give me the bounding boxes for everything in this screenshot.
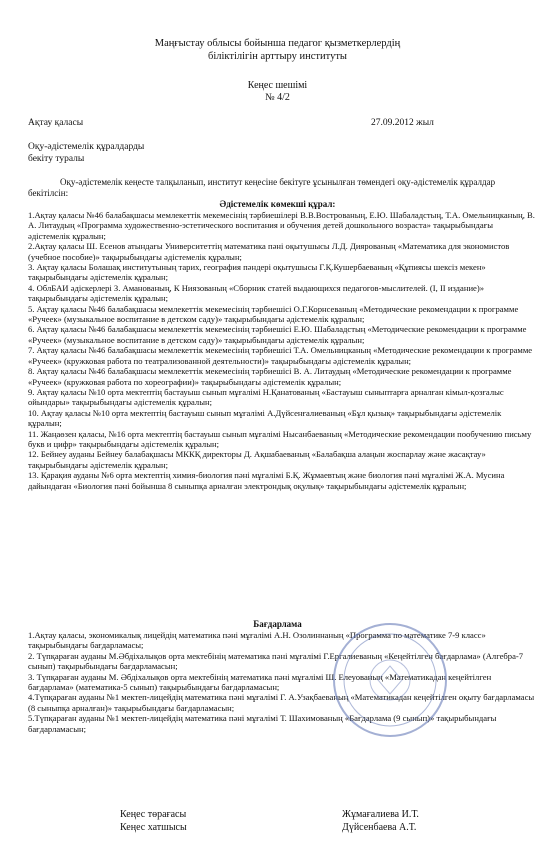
list-item: 1.Ақтау қаласы №46 балабақшасы мемлекеттік мекемесінің тәрбиешілері В.В.Вострованың, Е.Ю. Шабаладстың, Т.А. Омельницканың, В. А. Литаудың «Программа художественно-эстетического воспитания и обучения детей дошкольного возраста» тақырыбындағы әдістемелік құралын; [28, 210, 535, 241]
institution-header [0, 37, 555, 63]
list-item: 2. Түпқараған ауданы М.Әбдіхалықов орта мектебінің математика пәні мұғалімі Г.Ергалиеваның «Кеңейтілген бағдарлама» (Алгебра-7 сынып) тақырыбындағы бағдарламасын; [28, 650, 524, 672]
list-item: 4. ОблБАИ әдіскерлері З. Аманованың, К Ниязованың «Сборник статей выдающихся педагогов-мыслителей. (I, II издание)» тақырыбындағы әдістемелік құралын; [28, 282, 485, 304]
list-item: 6. Ақтау қаласы №46 балабақшасы мемлекеттік мекемесінің тәрбиешісі Е.Ю. Шабаладстың «Методические рекомендации к программе «Ручеек» (музыкальное воспитание в детском саду)» тақырыбындағы әдістемелік құралын; [28, 324, 527, 345]
document-date: 27.09.2012 жыл [371, 118, 434, 128]
document-place: Ақтау қаласы [28, 118, 84, 128]
list-item: 3. Түпқараған ауданы М. Әбдіхалықов орта мектебінің математика пәні мұғалімі Ш. Елеуованың «Математикадан кеңейтілген бағдарлама» (математика-5 сынып) тақырыбындағы бағдарламасын; [28, 671, 492, 693]
decision-heading [0, 80, 555, 104]
institution-line-1: Маңғыстау облысы бойынша педагог қызметкерлердің [154, 38, 401, 49]
section-methodical-title: Әдістемелік көмекші құрал: [219, 199, 336, 209]
list-item: 5.Түпқараған ауданы №1 мектеп-лицейдің математика пәні мұғалімі Т. Шахимованың «Бағдарлама (9 сынып)» тақырыбындағы бағдарламасын; [28, 713, 497, 734]
subject-line-1: Оқу-әдістемелік құралдарды [28, 142, 145, 152]
decision-number: № 4/2 [265, 92, 290, 103]
section-program-list [28, 630, 536, 734]
signature-block [120, 808, 500, 834]
institution-line-2: біліктілігін арттыру институты [208, 51, 347, 62]
signature-role: Кеңес хатшысы [120, 822, 187, 833]
signature-name: Дүйсенбаева А.Т. [342, 822, 417, 833]
list-item: 11. Жаңаөзен қаласы, №16 орта мектептің бастауыш сынып мұғалімі Нысанбаеваның «Методические рекомендации пообучению письму букв и цифр» тақырыбындағы әдістемелік құралын; [28, 428, 532, 449]
signature-row-chair [120, 808, 500, 821]
list-item: 13. Қарақия ауданы №6 орта мектептің химия-биология пәні мұғалімі Б.Қ. Жұмаевтың және биология пәні мұғалімі Ж.А. Мусина дайындаған «Биология пәні бойынша 8 сыныпқа арналған электрондық оқулық» тақырыбындағы әдістемелік құралын; [28, 470, 505, 491]
list-item: 10. Ақтау қаласы №10 орта мектептің бастауыш сынып мұғалімі А.Дүйсенғалиеваның «Бұл қызық» тақырыбындағы әдістемелік құралын; [28, 407, 502, 429]
list-item: 1.Ақтау қаласы, экономикалық лицейдің математика пәні мұғалімі А.Н. Озолиннаның «Программа по математике 7-9 класс» тақырыбындағы бағдарламасы; [28, 630, 486, 651]
intro-paragraph: Оқу-әдістемелік кеңесте талқыланып, институт кеңесіне бекітуге ұсынылған төмендегі оқу-әдістемелік құралдар бекітілсін: [28, 177, 496, 198]
signature-name: Жұмағалиева И.Т. [342, 809, 419, 820]
list-item: 3. Ақтау қаласы Болашақ институтының тарих, география пәндері оқытушысы Г.Қ.Кушербаеваның «Құпиясы шексіз мекен» тақырыбындағы әдістемелік құралын; [28, 262, 486, 283]
list-item: 4.Түпқараған ауданы №1 мектеп-лицейдің математика пәні мұғалімі Г. А.Узақбаеваның «Математикадан кеңейтілген оқыту бағдарламасы (8 сыныпқа арналған)» тақырыбындағы бағдарламасын; [28, 692, 535, 713]
decision-title: Кеңес шешімі [247, 80, 308, 91]
section-program-title: Бағдарлама [253, 619, 302, 629]
list-item: 7. Ақтау қаласы №46 балабақшасы мемлекеттік мекемесінің тәрбиешісі Т.А. Омельницканың «Методические рекомендации к программе «Ручеек» (кружковая работа по театрализованной деятельности)» тақырыбындағы әдістемелік құралын; [28, 345, 533, 366]
list-item: 12. Бейнеу ауданы Бейнеу балабақшасы МККҚ директоры Д. Ақшабаеваның «Балабақша алаңын жоспарлау және жасақтау» тақырыбындағы әдістемелік құралын; [28, 449, 486, 470]
signature-row-secretary [120, 821, 500, 834]
document-subject [28, 142, 144, 165]
signature-role: Кеңес төрағасы [120, 809, 187, 820]
subject-line-2: бекіту туралы [28, 153, 85, 164]
list-item: 2.Ақтау қаласы Ш. Есенов атындағы Университеттің математика пәні оқытушысы Л.Д. Диярованың «Математика для экономистов (учебное пособие)» тақырыбындағы әдістемелік құралын; [28, 241, 510, 262]
list-item: 8. Ақтау қаласы №46 балабақшасы мемлекеттік мекемесінің тәрбиешісі В. А. Литаудың «Методические рекомендации к программе «Ручеек» (кружковая работа по хореографии)» тақырыбындағы әдістемелік құралын; [28, 366, 512, 387]
list-item: 9. Ақтау қаласы №10 орта мектептің бастауыш сынып мұғалімі Н.Қанатованың «Бастауыш сыныптарға арналған кімыл-қозғалыс ойындары» тақырыбындағы әдістемелік құралын; [28, 386, 504, 408]
list-item: 5. Ақтау қаласы №46 балабақшасы мемлекеттік мекемесінің тәрбиешісі О.Г.Корнсеваның «Методические рекомендации к программе «Ручеек» (музыкальное воспитание в детском саду)» тақырыбындағы әдістемелік құралын; [28, 303, 519, 325]
section-methodical-list [28, 210, 536, 491]
